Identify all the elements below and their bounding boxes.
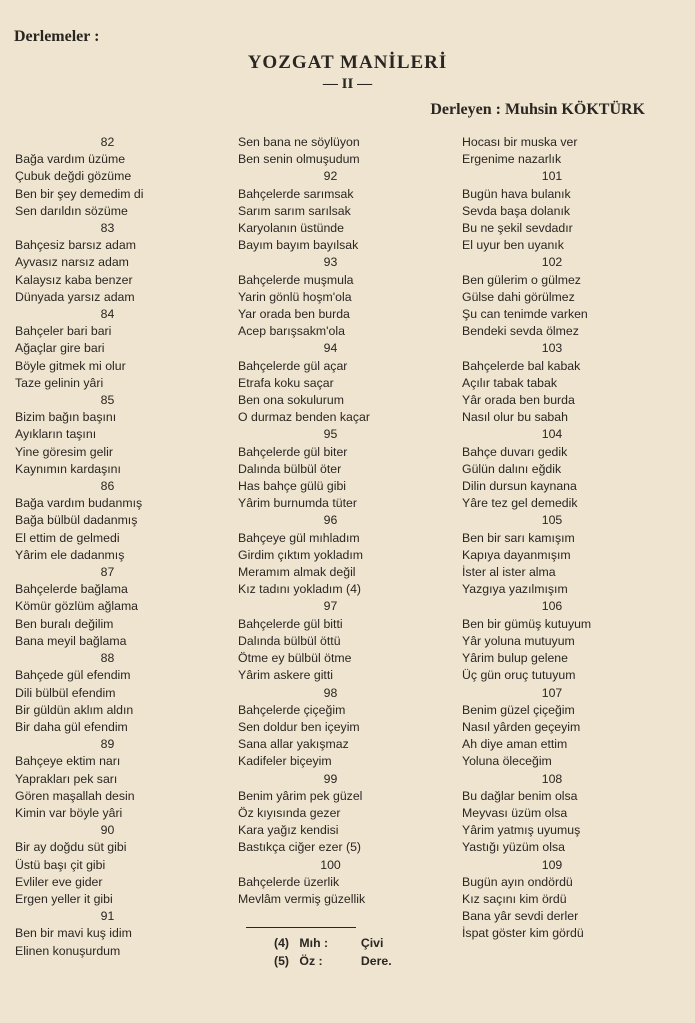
footnote-mark: (4) — [274, 936, 290, 950]
poem-number: 92 — [323, 169, 338, 184]
poem-line: Bahçesiz barsız adam — [15, 238, 136, 253]
poem-line: Kapıya dayanmışım — [462, 547, 571, 562]
poem-line: Evliler eve gider — [15, 874, 103, 889]
poem-line: Sen darıldın sözüme — [15, 203, 128, 218]
poem-line: Yârim askere gitti — [238, 668, 333, 683]
poem-number: 108 — [541, 771, 563, 786]
poem-line: Bizim bağın başını — [15, 410, 117, 425]
poem-line: Bahçelerde sarımsak — [238, 186, 354, 201]
poem-line: Acep barışsakm'ola — [238, 324, 345, 339]
poem-line: Nasıl olur bu sabah — [462, 410, 568, 425]
poem-number: 97 — [323, 599, 338, 614]
poem-line: Kimin var böyle yâri — [15, 805, 123, 820]
poem-line: Kadifeler biçeyim — [238, 754, 332, 769]
poem-line: Dalında bülbül öter — [238, 461, 342, 476]
poem-line: Bahçeye gül mıhladım — [238, 530, 360, 545]
poem-number: 107 — [541, 685, 563, 700]
poem-number: 104 — [541, 427, 563, 442]
poem-number: 99 — [323, 771, 338, 786]
poem-line: Bahçelerde çiçeğim — [238, 702, 346, 717]
poem-number: 82 — [100, 135, 115, 149]
poem-line: Yârim yatmış uyumuş — [462, 823, 581, 838]
poem-line: Bahçe duvarı gedik — [462, 444, 568, 459]
poem-line: Benim güzel çiçeğim — [462, 702, 575, 717]
poem-line: Meyvası üzüm olsa — [462, 805, 568, 820]
poem-number: 101 — [541, 169, 563, 184]
poem-number: 88 — [100, 651, 115, 666]
footnote — [274, 934, 392, 952]
poem-column-3 — [462, 134, 677, 943]
poem-line: Elinen konuşurdum — [15, 943, 121, 958]
poem-number: 109 — [541, 857, 563, 872]
poem-line: Bahçelerde gül biter — [238, 444, 348, 459]
poem-line: Yâr yoluna mutuyum — [462, 633, 575, 648]
poem-line: Bahçelerde bal kabak — [462, 358, 581, 373]
poem-column-2 — [238, 134, 443, 908]
poem-line: İspat göster kim gördü — [462, 926, 584, 941]
footnote-divider — [246, 927, 356, 928]
poem-line: Ben buralı değilim — [15, 616, 114, 631]
footnote-term: Mıh : — [299, 936, 329, 950]
poem-line: Ben gülerim o gülmez — [462, 272, 581, 287]
poem-line: Kömür gözlüm ağlama — [15, 599, 139, 614]
poem-line: Ben bir gümüş kutuyum — [462, 616, 592, 631]
poem-line: Bir güldün aklım aldın — [15, 702, 134, 717]
poem-number: 91 — [100, 909, 115, 924]
poem-line: Üç gün oruç tutuyum — [462, 668, 576, 683]
poem-number: 95 — [323, 427, 338, 442]
poem-number: 102 — [541, 255, 563, 270]
poem-line: Bir daha gül efendim — [15, 719, 128, 734]
poem-line: Yaprakları pek sarı — [15, 771, 118, 786]
poem-line: Yine göresim gelir — [15, 444, 113, 459]
footnote-meaning: Dere. — [360, 954, 392, 968]
poem-line: Çubuk değdi gözüme — [15, 169, 132, 184]
poem-line: Kız saçını kim ördü — [462, 891, 567, 906]
poem-line: Bahçelerde muşmula — [238, 272, 354, 287]
poem-line: Bağa vardım üzüme — [15, 152, 126, 167]
poem-line: Üstü başı çit gibi — [15, 857, 106, 872]
poem-number: 90 — [100, 823, 115, 838]
poem-line: Bahçelerde gül bitti — [238, 616, 343, 631]
footnote-term: Öz : — [299, 954, 323, 968]
poem-number: 100 — [320, 857, 341, 872]
poem-line: Sevda başa dolanık — [462, 203, 571, 218]
poem-number: 89 — [100, 737, 115, 752]
poem-line: Sarım sarım sarılsak — [238, 203, 351, 218]
poem-number: 87 — [100, 565, 115, 580]
poem-number: 96 — [323, 513, 338, 528]
poem-line: Ergenime nazarlık — [462, 152, 562, 167]
article-title: YOZGAT MANİLERİ — [247, 52, 448, 73]
poem-number: 83 — [100, 221, 115, 236]
poem-line: Ötme ey bülbül ötme — [238, 651, 352, 666]
poem-line: Meramım almak değil — [238, 565, 356, 580]
poem-line: Gülün dalını eğdik — [462, 461, 562, 476]
poem-line: Bağa bülbül dadanmış — [15, 513, 138, 528]
poem-line: Ağaçlar gire bari — [15, 341, 105, 356]
poem-line: Yarin gönlü hoşm'ola — [238, 289, 352, 304]
poem-line: Ben bir mavi kuş idim — [15, 926, 132, 941]
poem-line: Mevlâm vermiş güzellik — [238, 891, 366, 906]
poem-line: Kara yağız kendisi — [238, 823, 339, 838]
poem-line: Has bahçe gülü gibi — [238, 479, 347, 494]
poem-line: Şu can tenimde varken — [462, 307, 588, 322]
poem-line: Bahçelerde üzerlik — [238, 874, 340, 889]
poem-line: Yoluna öleceğim — [462, 754, 552, 769]
poem-line: Bahçeye ektim narı — [15, 754, 121, 769]
poem-line: Bahçelerde bağlama — [15, 582, 128, 597]
poem-line: Ah diye aman ettim — [462, 737, 568, 752]
poem-line: İster al ister alma — [462, 565, 556, 580]
footnote-meaning: Çivi — [360, 936, 384, 950]
poem-line: Ergen yeller it gibi — [15, 891, 113, 906]
poem-line: Bahçeler bari bari — [15, 324, 112, 339]
poem-line: Dilin dursun kaynana — [462, 479, 577, 494]
poem-line: Bana meyil bağlama — [15, 633, 127, 648]
poem-line: Ben bir şey demedim di — [15, 186, 144, 201]
poem-line: Benim yârim pek güzel — [238, 788, 363, 803]
poem-line: Hocası bir muska ver — [462, 135, 578, 149]
footnote-mark: (5) — [274, 954, 290, 968]
poem-line: O durmaz benden kaçar — [238, 410, 370, 425]
poem-number: 94 — [323, 341, 338, 356]
poem-line: Yastığı yüzüm olsa — [462, 840, 565, 855]
poem-line: Bağa vardım budanmış — [15, 496, 143, 511]
poem-number: 103 — [541, 341, 563, 356]
poem-line: Dalında bülbül öttü — [238, 633, 341, 648]
poem-line: Yâre tez gel demedik — [462, 496, 578, 511]
poem-line: Sana allar yakışmaz — [238, 737, 349, 752]
poem-line: Bastıkça ciğer ezer (5) — [238, 840, 362, 855]
footnotes — [274, 934, 392, 970]
poem-number: 86 — [100, 479, 115, 494]
poem-line: Bahçede gül efendim — [15, 668, 131, 683]
poem-column-1 — [15, 134, 215, 960]
section-label: Derlemeler : — [14, 28, 100, 45]
poem-line: Dili bülbül efendim — [15, 685, 116, 700]
poem-line: Sen bana ne söylüyon — [238, 135, 360, 149]
poem-line: Sen doldur ben içeyim — [238, 719, 360, 734]
poem-line: Bu dağlar benim olsa — [462, 788, 578, 803]
poem-line: Karyolanın üstünde — [238, 221, 344, 236]
article-part-number: — II — — [322, 76, 373, 92]
poem-line: Yârim ele dadanmış — [15, 547, 125, 562]
footnote — [274, 952, 392, 970]
poem-line: Bahçelerde gül açar — [238, 358, 348, 373]
poem-line: Yazgıya yazılmışım — [462, 582, 568, 597]
poem-line: Ben bir sarı kamışım — [462, 530, 575, 545]
poem-line: Ben ona sokulurum — [238, 393, 344, 408]
poem-line: Açılır tabak tabak — [462, 375, 558, 390]
poem-line: Yâr orada ben burda — [462, 393, 575, 408]
poem-line: Bu ne şekil sevdadır — [462, 221, 573, 236]
poem-line: Taze gelinin yâri — [15, 375, 104, 390]
poem-number: 85 — [100, 393, 115, 408]
poem-line: Yar orada ben burda — [238, 307, 350, 322]
poem-line: Bayım bayım bayılsak — [238, 238, 359, 253]
poem-line: Gülse dahi görülmez — [462, 289, 575, 304]
poem-line: Ayvasız narsız adam — [15, 255, 129, 270]
poem-line: Bugün ayın ondördü — [462, 874, 573, 889]
poem-line: Bugün hava bulanık — [462, 186, 571, 201]
poem-line: Nasıl yârden geçeyim — [462, 719, 581, 734]
poem-line: Kız tadını yokladım (4) — [238, 582, 362, 597]
poem-line: Kalaysız kaba benzer — [15, 272, 133, 287]
poem-line: Kaynımın kardaşını — [15, 461, 121, 476]
poem-line: Etrafa koku saçar — [238, 375, 334, 390]
poem-number: 106 — [541, 599, 563, 614]
compiler-credit: Derleyen : Muhsin KÖKTÜRK — [430, 101, 645, 118]
poem-line: Yârim burnumda tüter — [238, 496, 357, 511]
poem-line: Böyle gitmek mi olur — [15, 358, 126, 373]
poem-line: Girdim çıktım yokladım — [238, 547, 364, 562]
poem-line: Bir ay doğdu süt gibi — [15, 840, 127, 855]
poem-number: 98 — [323, 685, 338, 700]
poem-line: El uyur ben uyanık — [462, 238, 564, 253]
poem-number: 84 — [100, 307, 115, 322]
poem-line: Dünyada yarsız adam — [15, 289, 135, 304]
poem-line: Ben senin olmuşudum — [238, 152, 360, 167]
poem-line: Ayıkların taşını — [15, 427, 97, 442]
poem-line: Gören maşallah desin — [15, 788, 135, 803]
poem-number: 93 — [323, 255, 338, 270]
poem-line: Öz kıyısında gezer — [238, 805, 341, 820]
poem-number: 105 — [541, 513, 563, 528]
poem-line: Bendeki sevda ölmez — [462, 324, 579, 339]
poem-line: El ettim de gelmedi — [15, 530, 120, 545]
poem-line: Bana yâr sevdi derler — [462, 909, 579, 924]
poem-line: Yârim bulup gelene — [462, 651, 568, 666]
